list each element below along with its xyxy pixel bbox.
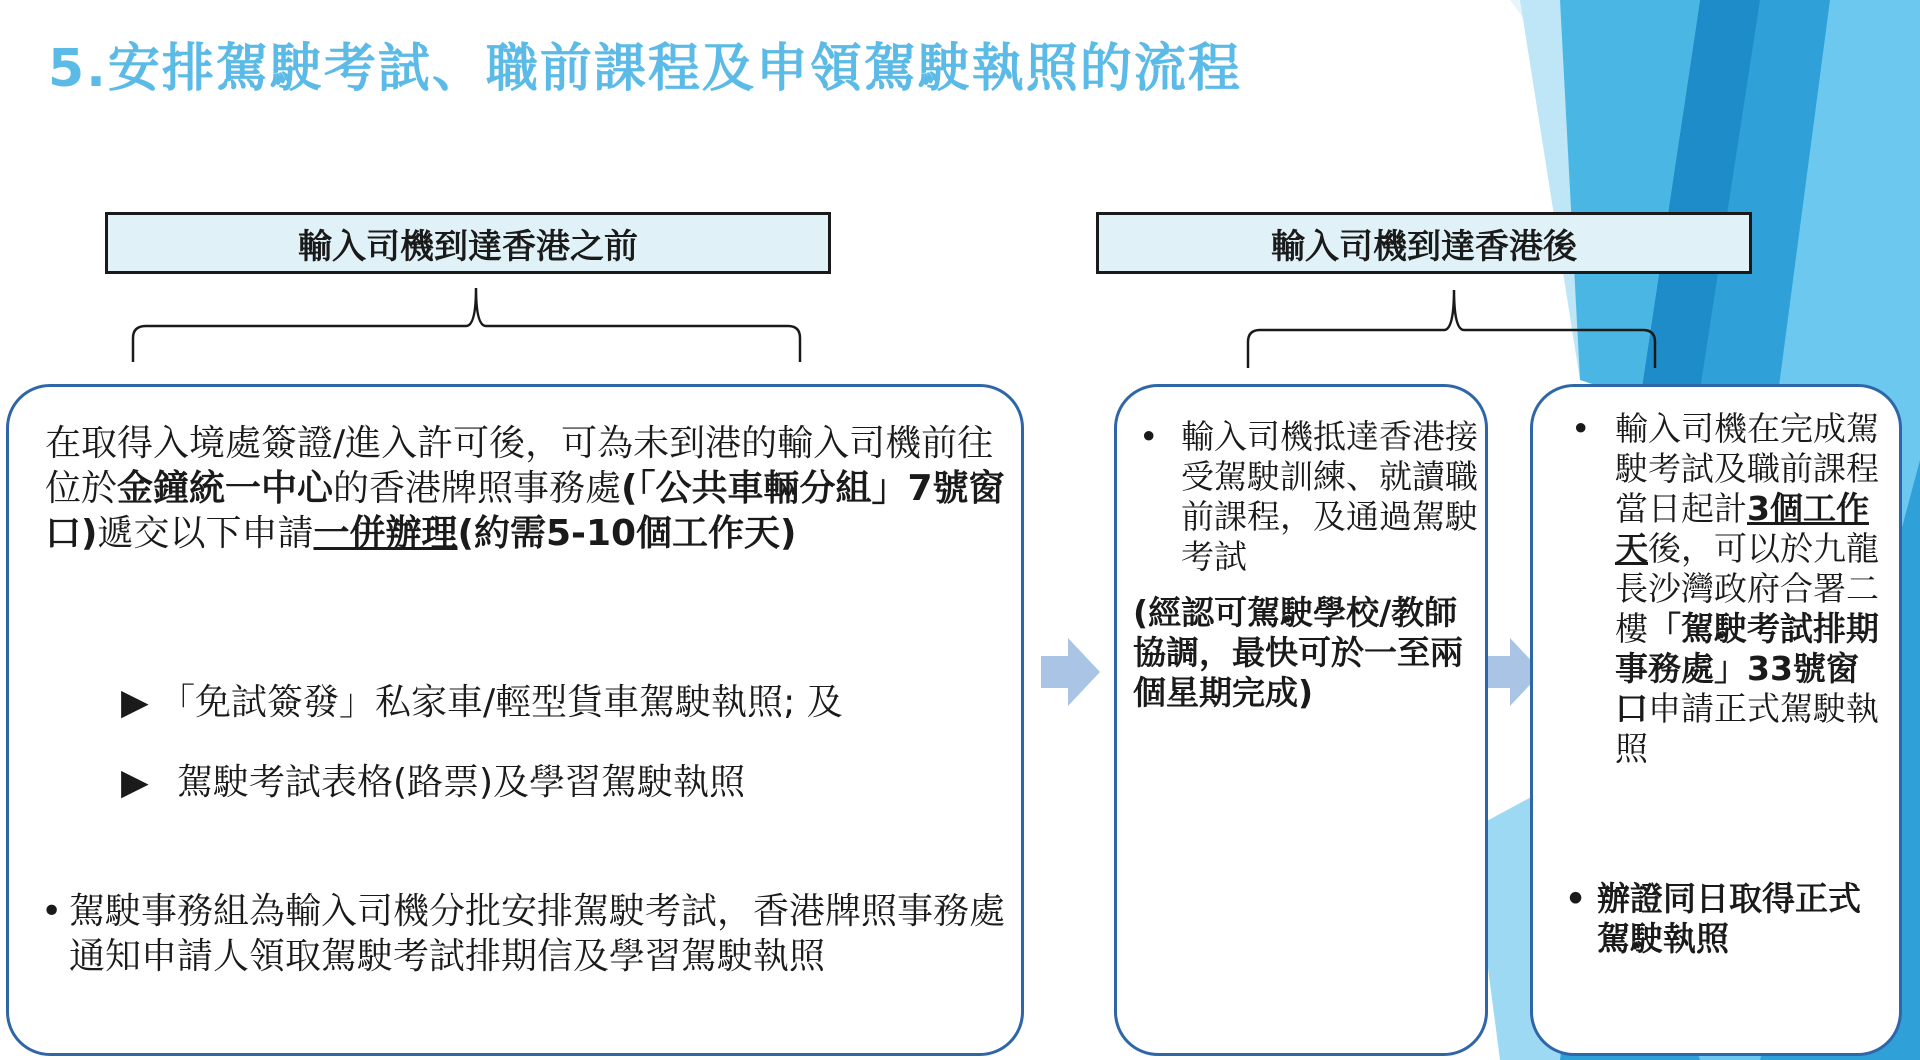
bullet-icon: • xyxy=(41,891,63,932)
panel1-intro: 在取得入境處簽證/進入許可後，可為未到港的輸入司機前往位於金鐘統一中心的香港牌照事務處(「公共車輛分組」7號窗口)遞交以下申請一併辦理(約需5-10個工作天) xyxy=(45,423,1005,554)
list-item: ▶ 「免試簽發」私家車/輕型貨車駕駛執照; 及 xyxy=(121,682,843,723)
panel-after-arrival-training xyxy=(1114,384,1488,1056)
brace-left xyxy=(133,288,800,362)
bullet-icon: • xyxy=(1571,409,1591,448)
triangle-bullet-icon: ▶ xyxy=(121,762,149,803)
header-after-arrival: 輸入司機到達香港後 xyxy=(1096,212,1752,274)
panel-before-arrival xyxy=(6,384,1024,1056)
panel-after-arrival-licence xyxy=(1530,384,1902,1056)
triangle-bullet-icon: ▶ xyxy=(121,682,149,723)
arrow-right-icon xyxy=(1041,638,1100,706)
panel3-bullet-same-day: • 辦證同日取得正式駕駛執照 xyxy=(1565,879,1861,958)
bullet-icon: • xyxy=(1139,417,1159,456)
panel3-bullet-apply: • 輸入司機在完成駕駛考試及職前課程當日起計3個工作天後，可以於九龍長沙灣政府合署二樓「駕駛考試排期事務處」33號窗口申請正式駕駛執照 xyxy=(1571,409,1879,768)
panel2-bullet: • 輸入司機抵達香港接受駕駛訓練、就讀職前課程，及通過駕駛考試 xyxy=(1139,417,1478,576)
header-before-arrival: 輸入司機到達香港之前 xyxy=(105,212,831,274)
panel1-note: • 駕駛事務組為輸入司機分批安排駕駛考試，香港牌照事務處通知申請人領取駕駛考試排期信及學習駕駛執照 xyxy=(41,891,1006,977)
list-item: ▶ 駕駛考試表格(路票)及學習駕駛執照 xyxy=(121,762,746,803)
page-title: 5.安排駕駛考試、職前課程及申領駕駛執照的流程 xyxy=(48,39,1242,99)
brace-right xyxy=(1248,290,1655,368)
panel2-note: (經認可駕駛學校/教師協調，最快可於一至兩個星期完成) xyxy=(1133,593,1463,712)
bullet-icon: • xyxy=(1565,879,1587,918)
